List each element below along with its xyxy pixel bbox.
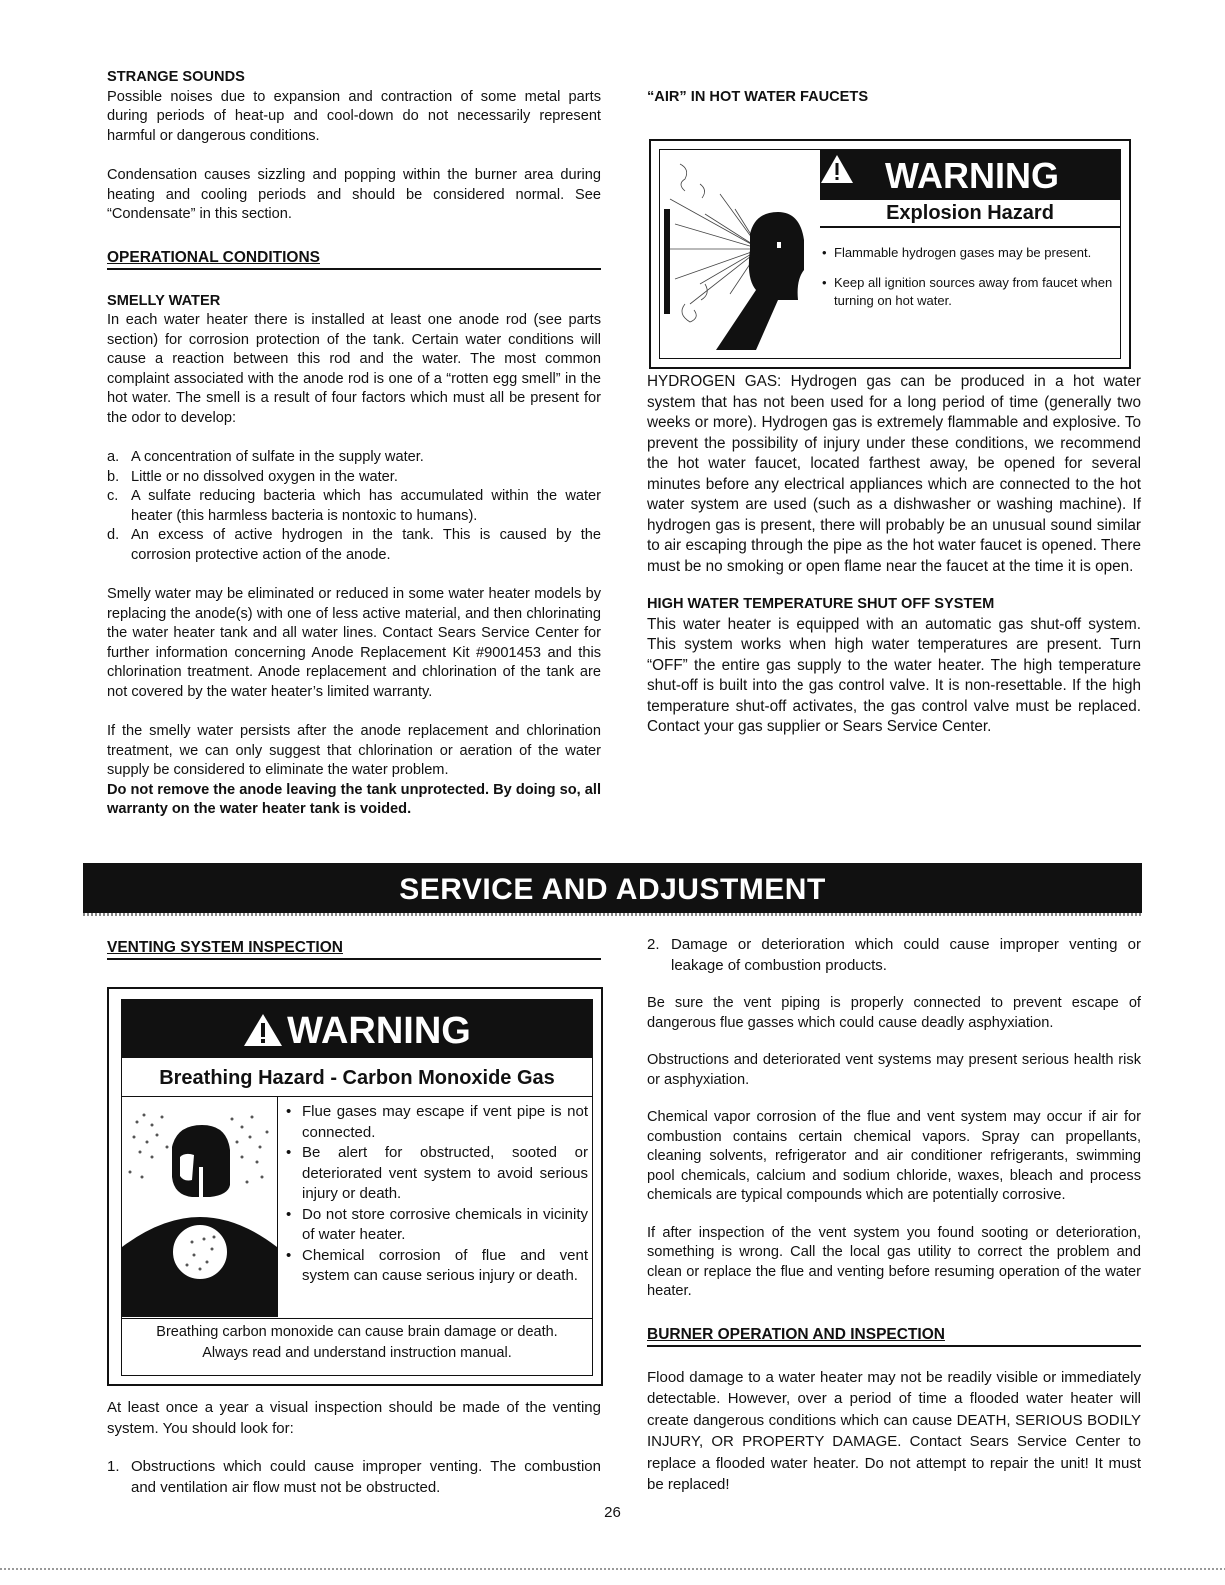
section-banner: SERVICE AND ADJUSTMENT (83, 863, 1142, 913)
list-item: b. Little or no dissolved oxygen in the water. (107, 468, 398, 485)
air-in-faucets-heading: “AIR” IN HOT WATER FAUCETS (647, 89, 869, 105)
right-top-column (647, 372, 1141, 738)
banner-divider (83, 913, 1142, 916)
smelly-water-paragraph-1: In each water heater there is installed at least one anode rod (see parts section) for corrosion protection of the tank. Certain water conditions will cause a reaction between this rod and the water. The most common complaint associated with the anode rod is one of a “rotten egg smell” in the hot water. The smell is a result of four factors which must all be present for the odor to develop: (107, 312, 601, 426)
list-item: • Flammable hydrogen gases may be present. (822, 245, 1092, 260)
high-temp-heading: HIGH WATER TEMPERATURE SHUT OFF SYSTEM (647, 596, 995, 612)
list-item: a. A concentration of sulfate in the supply water. (107, 449, 424, 465)
smelly-water-paragraph-3: If the smelly water persists after the anode replacement and chlorination treatment, we can only suggest that chlorination or aeration of the water supply be considered to eliminate the water problem. (107, 723, 601, 778)
warning-title: WARNING (820, 150, 1120, 200)
warning-footer (122, 1318, 592, 1364)
smelly-water-paragraph-2: Smelly water may be eliminated or reduced in some water heater models by replacing the anode(s) with one of less active material, and then chlorinating the water heater tank and all water lines. Contact Sears Service Center for further information concerning Anode Replacement Kit #9001453 and this chlorination treatment. Anode replacement and chlorination of the tank are not covered by the water heater’s limited warranty. (107, 586, 601, 700)
left-bottom-column (107, 1398, 601, 1498)
person-breathing-gas-icon (122, 1097, 277, 1317)
warning-items (822, 244, 1114, 322)
explosion-warning-box (649, 139, 1131, 369)
hydrogen-gas-paragraph: HYDROGEN GAS: Hydrogen gas can be produced in a hot water system that has not been used for a long period of time (generally two weeks or more). Hydrogen gas is extremely flammable and explosive. To prevent the possibility of injury under these conditions, we recommend the hot water faucet, located farthest away, be opened for several minutes before any electrical appliances which are connected to the hot water system are used (such as a dishwasher or washing machine). If hydrogen gas is present, there will probably be an unusual sound similar to air escaping through the pipe as the hot water faucet is opened. There must be no smoking or open flame near the faucet at the time it is open. (647, 373, 1141, 575)
list-item: • Chemical corrosion of flue and vent system can cause serious injury or death. (286, 1246, 588, 1284)
inspection-list-right (647, 935, 1141, 976)
warning-triangle-icon (243, 1013, 283, 1047)
carbon-monoxide-warning-box (107, 987, 603, 1386)
right-bottom-column (647, 935, 1141, 1496)
list-item: 1. Obstructions which could cause improper venting. The combustion and ventilation air flow must not be obstructed. (107, 1458, 601, 1496)
list-item: • Flue gases may escape if vent pipe is not connected. (286, 1103, 588, 1141)
warning-subtitle: Explosion Hazard (820, 200, 1120, 228)
chemical-vapor-paragraph: Chemical vapor corrosion of the flue and vent system may occur if air for combustion contains certain chemical vapors. Spray can propellants, cleaning solvents, refrigerator and air conditioner refrigerants, swimming pool chemicals, calcium and sodium chloride, waxes, bleach and process chemicals are typical compounds which are potentially corrosive. (647, 1109, 1141, 1203)
anode-warning-bold: Do not remove the anode leaving the tank unprotected. By doing so, all warranty on the water heater tank is voided. (107, 781, 601, 817)
strange-sounds-heading: STRANGE SOUNDS (107, 69, 245, 85)
list-item: • Keep all ignition sources away from faucet when turning on hot water. (822, 275, 1113, 308)
operational-conditions-heading: OPERATIONAL CONDITIONS (107, 249, 601, 270)
flood-damage-paragraph: Flood damage to a water heater may not be readily visible or immediately detectable. However, over a period of time a flooded water heater will create dangerous conditions which can cause DEATH, SERIOUS BODILY INJURY, OR PROPERTY DAMAGE. Contact Sears Service Center to replace a flooded water heater. Do not attempt to repair the unit! It must be replaced! (647, 1368, 1141, 1493)
list-item: • Do not store corrosive chemicals in vicinity of water heater. (286, 1205, 588, 1243)
venting-inspection-heading: VENTING SYSTEM INSPECTION (107, 939, 601, 960)
high-temp-paragraph: This water heater is equipped with an automatic gas shut-off system. This system works when high water temperatures are present. Turn “OFF” the entire gas supply to the water heater. The high temperature shut-off is built into the gas control valve. It is non-resettable. If the high temperature shut-off activates, the gas control valve must be replaced. Contact your gas supplier or Sears Service Center. (647, 615, 1141, 735)
list-item: 2. Damage or deterioration which could cause improper venting or leakage of combustion products. (647, 936, 1141, 974)
warning-footer-line-2: Always read and understand instruction manual. (202, 1345, 512, 1361)
explosion-hazard-icon (660, 154, 820, 354)
inspection-intro-paragraph: At least once a year a visual inspection should be made of the venting system. You should look for: (107, 1399, 601, 1437)
right-top-heading-wrap (647, 88, 1141, 108)
sooting-paragraph: If after inspection of the vent system you found sooting or deterioration, something is wrong. Call the local gas utility to correct the problem and clean or replace the flue and venting before resuming operation of the water heater. (647, 1224, 1141, 1299)
smelly-water-heading: SMELLY WATER (107, 292, 221, 309)
list-item: • Be alert for obstructed, sooted or deteriorated vent system to avoid serious injury or death. (286, 1144, 588, 1202)
inspection-list-left (107, 1457, 601, 1498)
left-top-column (107, 68, 601, 820)
page-number: 26 (604, 1504, 621, 1521)
warning-title: WARNING (122, 1000, 592, 1058)
vent-piping-paragraph: Be sure the vent piping is properly connected to prevent escape of dangerous flue gasses which could cause deadly asphyxiation. (647, 995, 1141, 1031)
obstructions-paragraph: Obstructions and deteriorated vent systems may present serious health risk or asphyxiation. (647, 1052, 1141, 1088)
strange-sounds-paragraph-1: Possible noises due to expansion and contraction of some metal parts during periods of heat-up and cool-down do not necessarily represent harmful or dangerous conditions. (107, 88, 601, 144)
warning-footer-line-1: Breathing carbon monoxide can cause brain damage or death. (156, 1324, 558, 1340)
strange-sounds-paragraph-2: Condensation causes sizzling and popping within the burner area during heating and cooling periods and should be considered normal. See “Condensate” in this section. (107, 167, 601, 222)
bottom-divider (0, 1568, 1225, 1570)
venting-heading-wrap (107, 939, 601, 960)
breathing-hazard-pictogram (122, 1097, 278, 1317)
odor-factors-list (107, 448, 601, 565)
warning-subtitle: Breathing Hazard - Carbon Monoxide Gas (122, 1058, 592, 1097)
burner-inspection-heading: BURNER OPERATION AND INSPECTION (647, 1326, 1141, 1347)
list-item: c. A sulfate reducing bacteria which has accumulated within the water heater (this harmless bacteria is nontoxic to humans). (107, 488, 601, 524)
warning-items (286, 1102, 588, 1287)
list-item: d. An excess of active hydrogen in the tank. This is caused by the corrosion protective action of the anode. (107, 527, 601, 563)
warning-triangle-icon (820, 154, 854, 184)
